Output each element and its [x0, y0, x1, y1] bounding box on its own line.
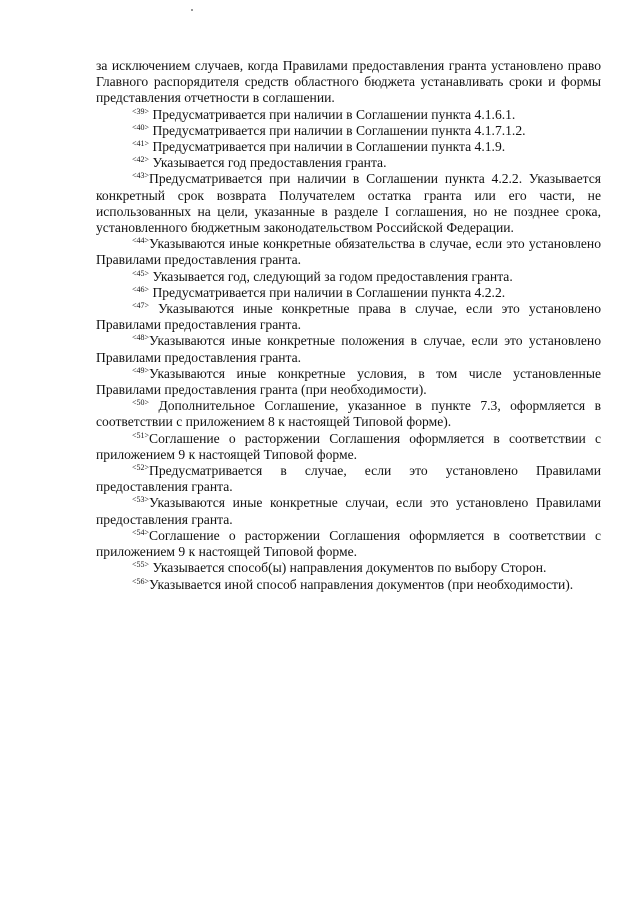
footnote-marker: <44>: [132, 236, 150, 246]
footnote-text: Указываются иные конкретные права в случае, если это установлено Правилами предоставления гранта.: [96, 301, 601, 333]
footnote-text: Указывается год, следующий за годом предоставления гранта.: [152, 268, 513, 284]
footnote-51: [96, 431, 601, 463]
footnote-text: Указываются иные конкретные обязательства в случае, если это установлено Правилами предоставления гранта.: [96, 236, 601, 268]
footnote-marker: <55>: [132, 560, 150, 570]
footnote-marker: <47>: [132, 301, 150, 311]
footnote-text: Предусматривается при наличии в Соглашении пункта 4.1.9.: [152, 139, 506, 155]
footnote-55: [96, 560, 601, 576]
footnote-41: [96, 139, 601, 155]
footnote-marker: <45>: [132, 268, 150, 278]
footnote-marker: <53>: [132, 495, 150, 505]
footnote-49: [96, 366, 601, 398]
footnote-50: [96, 398, 601, 430]
footnote-42: [96, 155, 601, 171]
footnote-marker: <50>: [132, 398, 150, 408]
footnote-marker: <41>: [132, 139, 150, 149]
footnote-text: Предусматривается при наличии в Соглашении пункта 4.2.2.: [152, 284, 506, 300]
footnote-marker: <43>: [132, 171, 150, 181]
footnote-marker: <52>: [132, 463, 150, 473]
footnote-47: [96, 301, 601, 333]
footnote-marker: <49>: [132, 365, 150, 375]
footnote-text: Предусматривается при наличии в Соглашении пункта 4.1.6.1.: [152, 106, 516, 122]
footnote-marker: <40>: [132, 122, 150, 132]
footnote-text: Предусматривается при наличии в Соглашении пункта 4.2.2. Указывается конкретный срок возврата Получателем остатка гранта или его части, не использованных на цели, указанные в разделе I соглашения, но не позднее срока, установленного бюджетным законодательством Российской Федерации.: [96, 171, 601, 236]
footnote-marker: <48>: [132, 333, 150, 343]
footnote-text: Указывается иной способ направления документов (при необходимости).: [149, 576, 574, 592]
footnote-44: [96, 236, 601, 268]
footnote-text: Указываются иные конкретные случаи, если это установлено Правилами предоставления гранта.: [96, 495, 601, 527]
footnote-marker: <42>: [132, 155, 150, 165]
footnote-text: Указывается способ(ы) направления документов по выбору Сторон.: [152, 560, 547, 576]
footnote-45: [96, 269, 601, 285]
footnote-52: [96, 463, 601, 495]
footnote-text: Предусматривается в случае, если это установлено Правилами предоставления гранта.: [96, 463, 601, 495]
footnote-text: Соглашение о расторжении Соглашения оформляется в соответствии с приложением 9 к настоящей Типовой форме.: [96, 527, 601, 560]
footnote-marker: <46>: [132, 284, 150, 294]
footnote-43: [96, 171, 601, 236]
footnote-marker: <54>: [132, 527, 150, 537]
footnote-text: Указываются иные конкретные условия, в том числе установленные Правилами предоставления гранта (при необходимости).: [96, 365, 601, 398]
continuation-paragraph: за исключением случаев, когда Правилами предоставления гранта установлено право Главного распорядителя средств областного бюджета устанавливать сроки и формы представления отчетности в соглашении.: [96, 58, 601, 106]
footnote-marker: <39>: [132, 106, 150, 116]
footnote-marker: <56>: [132, 576, 150, 586]
footnote-marker: <51>: [132, 430, 150, 440]
footnote-text: Дополнительное Соглашение, указанное в пункте 7.3, оформляется в соответствии с приложением 8 к настоящей Типовой форме).: [96, 398, 601, 430]
footnote-48: [96, 333, 601, 365]
footnote-text: Соглашение о расторжении Соглашения оформляется в соответствии с приложением 9 к настоящей Типовой форме.: [96, 430, 601, 462]
scan-speck: [191, 9, 193, 11]
footnote-text: Предусматривается при наличии в Соглашении пункта 4.1.7.1.2.: [152, 122, 526, 138]
footnote-53: [96, 495, 601, 527]
footnote-56: [96, 577, 601, 593]
footnote-text: Указывается год предоставления гранта.: [152, 155, 387, 171]
footnote-39: [96, 107, 601, 123]
footnote-46: [96, 285, 601, 301]
footnote-40: [96, 123, 601, 139]
footnotes-text-block: [96, 58, 601, 593]
footnote-54: [96, 528, 601, 560]
footnote-text: Указываются иные конкретные положения в случае, если это установлено Правилами предоставления гранта.: [96, 333, 601, 365]
